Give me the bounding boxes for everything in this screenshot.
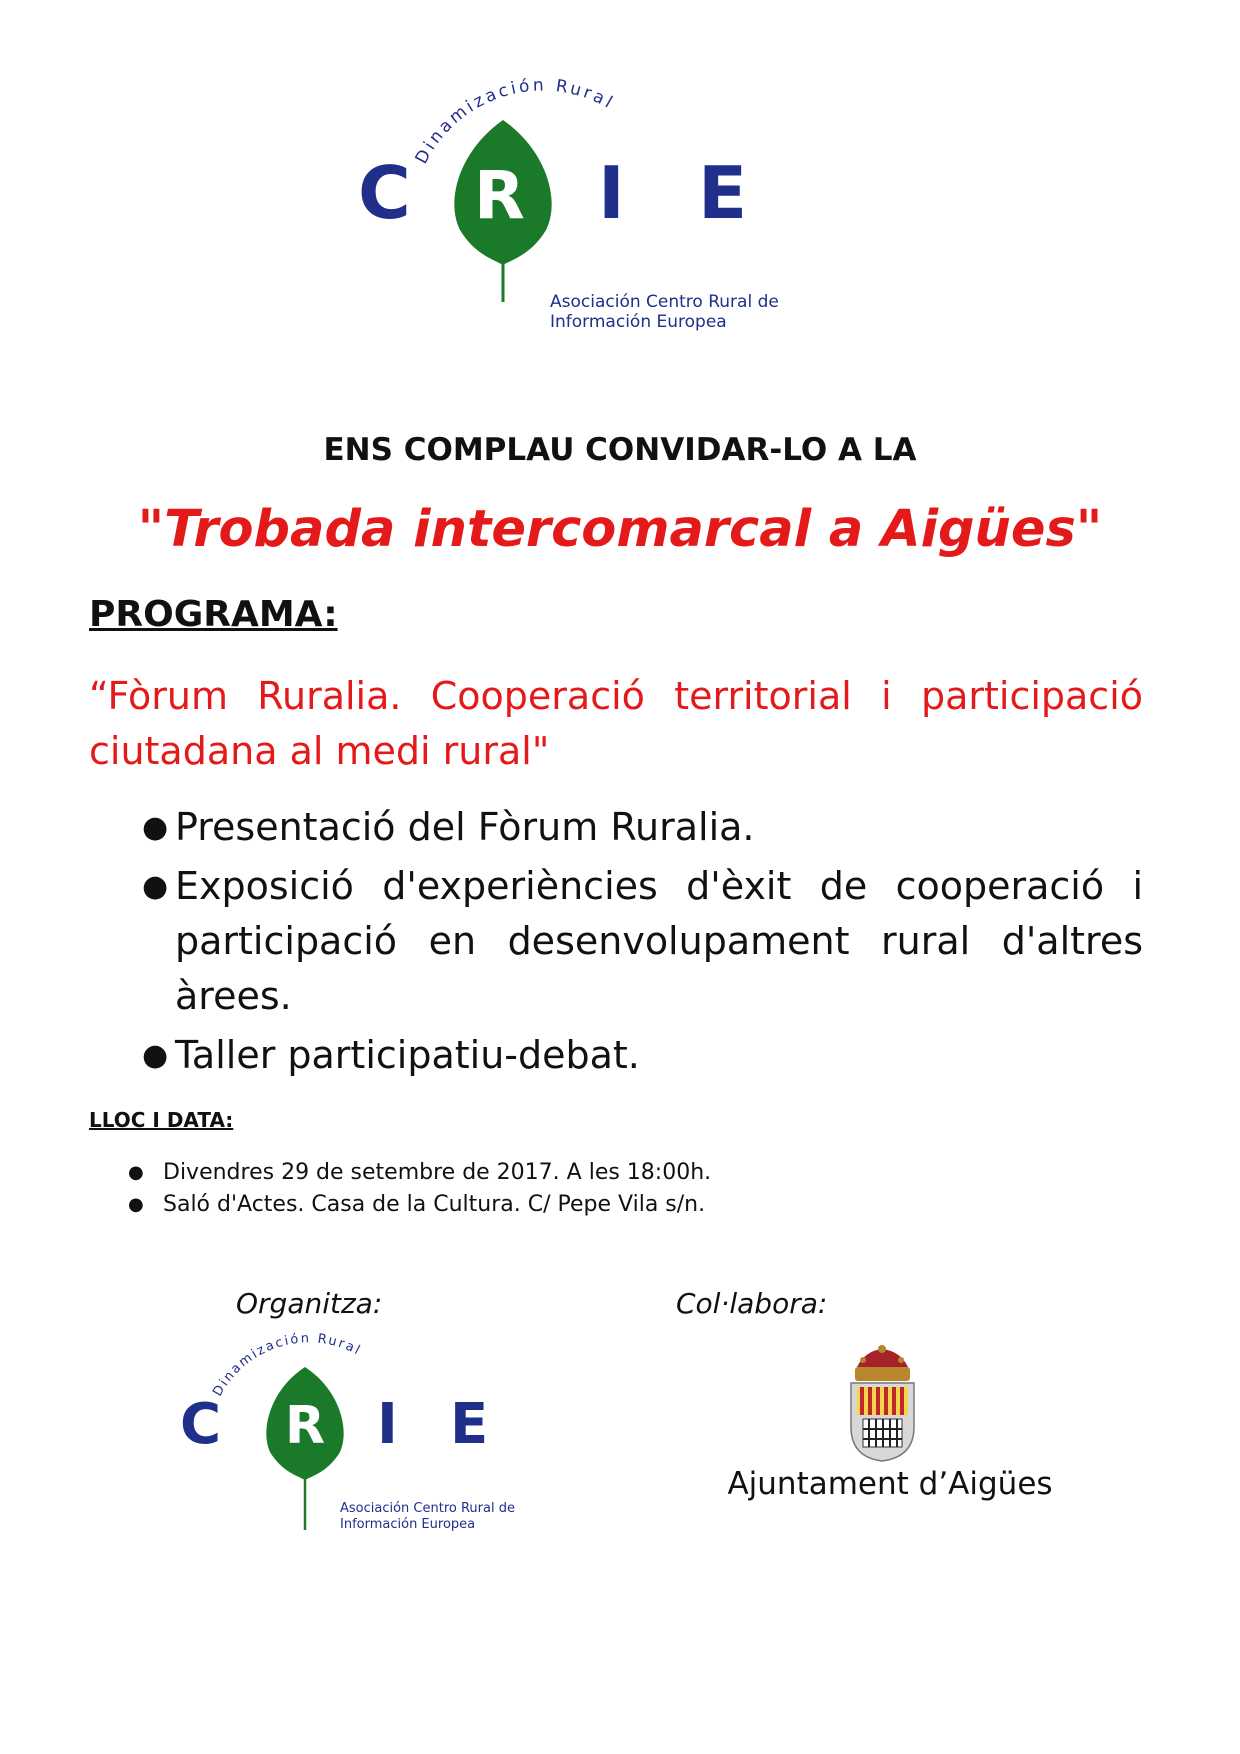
program-item (142, 859, 1143, 1024)
bullet-icon: ● (142, 1038, 169, 1073)
logo-letter-i: I (598, 151, 625, 235)
logo-subtitle-1: Asociación Centro Rural de (340, 1501, 515, 1516)
info-item-text: Saló d'Actes. Casa de la Cultura. C/ Pepe Vila s/n. (163, 1192, 706, 1217)
bullet-icon: ● (128, 1162, 144, 1183)
program-item-text: Presentació del Fòrum Ruralia. (175, 805, 755, 849)
crie-logo-graphic (175, 1331, 555, 1545)
bullet-icon: ● (128, 1194, 144, 1215)
lloc-data-label: LLOC I DATA: (89, 1108, 234, 1132)
logo-letter-e: E (450, 1392, 489, 1457)
bullet-icon: ● (142, 810, 169, 845)
logo-subtitle-2: Información Europea (550, 312, 727, 332)
programa-label: PROGRAMA: (89, 594, 338, 635)
program-item (142, 1028, 1143, 1083)
logo-letter-r: R (285, 1396, 326, 1456)
logo-subtitle-2: Información Europea (340, 1517, 476, 1532)
logo-letter-i: I (377, 1392, 398, 1457)
program-item (142, 800, 1143, 855)
info-item (128, 1157, 712, 1189)
coat-of-arms-icon (845, 1345, 920, 1465)
logo-letter-e: E (698, 151, 748, 235)
logo-arc-text: Dinamización Rural (210, 1331, 364, 1399)
program-item-text: Exposició d'experiències d'èxit de cooperació i participació en desenvolupament rural d'altres àrees. (175, 864, 1143, 1018)
logo-subtitle-1: Asociación Centro Rural de (550, 292, 779, 312)
crie-logo-top (358, 75, 870, 350)
crie-logo-bottom (175, 1331, 555, 1545)
program-item-text: Taller participatiu-debat. (175, 1033, 640, 1077)
program-list (142, 800, 1143, 1087)
info-item-text: Divendres 29 de setembre de 2017. A les 18:00h. (163, 1160, 712, 1185)
bullet-icon: ● (142, 869, 169, 904)
forum-title: “Fòrum Ruralia. Cooperació territorial i participació ciutadana al medi rural" (89, 674, 1143, 773)
ajuntament-label: Ajuntament d’Aigües (727, 1466, 1053, 1502)
logo-arc-text: Dinamización Rural (411, 75, 619, 168)
info-list (128, 1157, 712, 1221)
logo-letter-r: R (474, 157, 525, 234)
info-item (128, 1189, 711, 1221)
event-title: "Trobada intercomarcal a Aigües" (137, 500, 1103, 559)
crie-logo-graphic (358, 75, 870, 350)
invitation-heading: ENS COMPLAU CONVIDAR-LO A LA (323, 432, 917, 468)
organiza-label: Organitza: (236, 1287, 383, 1320)
logo-letter-c: C (358, 151, 411, 235)
colabora-label: Col·labora: (676, 1287, 828, 1320)
logo-letter-c: C (180, 1392, 222, 1457)
